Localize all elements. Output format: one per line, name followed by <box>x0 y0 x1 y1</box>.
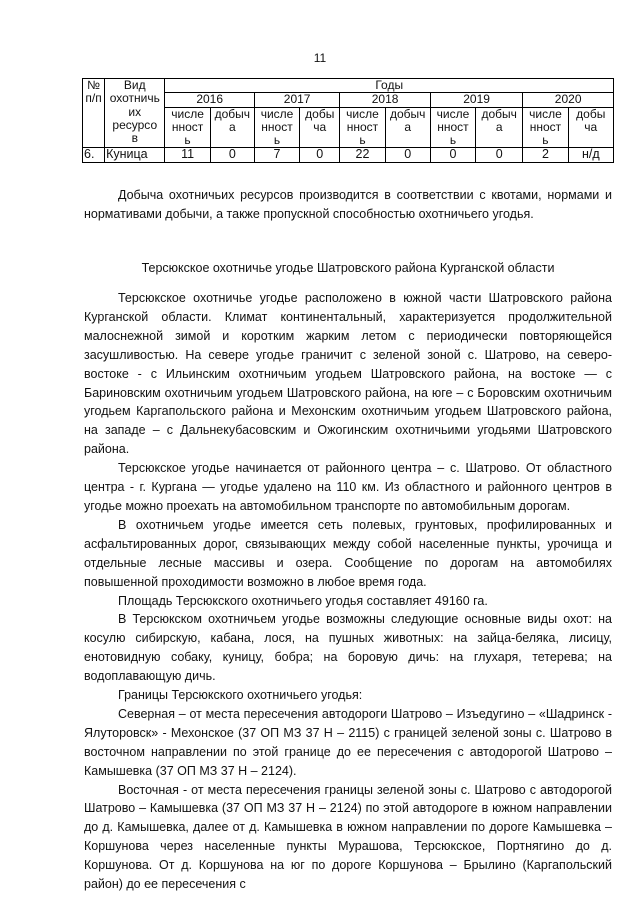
sub-header-harvest: добыч а <box>385 107 430 148</box>
paragraph-hunting-types: В Терсюкском охотничьем угодье возможны следующие основные виды охот: на косулю сибирскую, кабана, лося, на пушных животных: на зайца-беляка, лисицу, енотовидную собаку, куницу, бобра; на боровую дичь: на глухаря, тетерева; на водоплавающую дичь. <box>84 612 612 684</box>
year-2017: 2017 <box>254 93 339 107</box>
paragraph-east-boundary: Восточная - от места пересечения границы зеленой зоны с. Шатрово с автодорогой Шатрово – Камышевка (37 ОП МЗ 37 Н – 2124) по этой автодороге в южном направлении до д. Камышевка, далее от д. Камышевка в южном направлении по дороге Камышевка – Коршунова через населенные пункты Мурашова, Терсюкское, Портнягино до д. Коршунова. От д. Коршунова на юг по дороге Коршунова – Брылино (Каргапольский район) до ее пересечения с <box>84 782 612 892</box>
intro-paragraph-block <box>84 186 612 224</box>
sub-header-harvest: добыч а <box>210 107 254 148</box>
sub-header-population: числе нност ь <box>523 107 568 148</box>
table-row <box>83 148 614 162</box>
year-2016: 2016 <box>165 93 254 107</box>
sub-header-harvest: добыч а <box>476 107 523 148</box>
paragraph-roads: В охотничьем угодье имеется сеть полевых, грунтовых, профилированных и асфальтированных дорог, связывающих между собой населенные пункты, урочища и отдельные лесные массивы и озера. Сообщение по дорогам на автомобилях повышенной проходимости возможно в любое время года. <box>84 517 612 589</box>
cell-value: 0 <box>210 148 254 162</box>
col-header-resource-type: Вид охотничь их ресурсо в <box>105 79 165 148</box>
row-resource-name: Куница <box>105 148 165 162</box>
section-title: Терсюкское охотничье угодье Шатровского района Курганской области <box>141 261 555 275</box>
cell-value: 0 <box>385 148 430 162</box>
body-text <box>84 289 612 894</box>
sub-header-population: числе нност ь <box>340 107 385 148</box>
year-2018: 2018 <box>340 93 430 107</box>
paragraph-access: Терсюкское угодье начинается от районного центра – с. Шатрово. От областного центра - г. Кургана — угодье удалено на 110 км. Из областного и районного центров в угодье можно проехать на автомобильном транспорте по автомобильным дорогам. <box>84 461 612 513</box>
paragraph-boundaries-heading: Границы Терсюкского охотничьего угодья: <box>118 688 363 703</box>
paragraph-location: Терсюкское охотничье угодье расположено в южной части Шатровского района Курганской области. Климат континентальный, характеризуется продолжительной малоснежной зимой и коротким жарким летом с периодически повторяющейся засушливостью. На севере угодье граничит с зеленой зоной с. Шатрово, на северо-востоке - с Ильинским охотничьим угодьем Шатровского района, на востоке — с Бариновским охотничьим угодьем Шатровского района, на юге – с Боровским охотничьим угодьем Каргапольского района и Мехонским охотничьим угодьем Шатровского района, на западе – с Дальнекубасовским и Ожогинским охотничьими угодьями Шатровского района. <box>84 291 612 457</box>
cell-value: 0 <box>476 148 523 162</box>
sub-header-population: числе нност ь <box>254 107 299 148</box>
sub-header-harvest: добы ча <box>568 107 613 148</box>
cell-value: 7 <box>254 148 299 162</box>
paragraph-north-boundary: Северная – от места пересечения автодороги Шатрово – Изъедугино – «Шадринск - Ялуторовск» - Мехонское (37 ОП МЗ 37 Н – 2115) с границей зеленой зоны с. Шатрово в восточном направлении по этой границе до ее пересечения с автодорогой Шатрово – Камышевка (37 ОП МЗ 37 Н – 2124). <box>84 706 612 778</box>
row-number: 6. <box>83 148 105 162</box>
intro-paragraph: Добыча охотничьих ресурсов производится в соответствии с квотами, нормами и нормативами добычи, а также пропускной способностью охотничьего угодья. <box>84 188 612 221</box>
paragraph-area: Площадь Терсюкского охотничьего угодья составляет 49160 га. <box>118 593 488 608</box>
hunting-resources-table <box>82 78 614 163</box>
cell-value: н/д <box>568 148 613 162</box>
page-number: 11 <box>313 51 327 65</box>
cell-value: 0 <box>430 148 475 162</box>
cell-value: 11 <box>165 148 210 162</box>
year-2020: 2020 <box>523 93 614 107</box>
years-header: Годы <box>165 79 614 93</box>
sub-header-harvest: добы ча <box>300 107 340 148</box>
sub-header-population: числе нност ь <box>430 107 475 148</box>
year-2019: 2019 <box>430 93 522 107</box>
sub-header-population: числе нност ь <box>165 107 210 148</box>
cell-value: 22 <box>340 148 385 162</box>
cell-value: 2 <box>523 148 568 162</box>
cell-value: 0 <box>300 148 340 162</box>
col-header-number: № п/п <box>83 79 105 148</box>
